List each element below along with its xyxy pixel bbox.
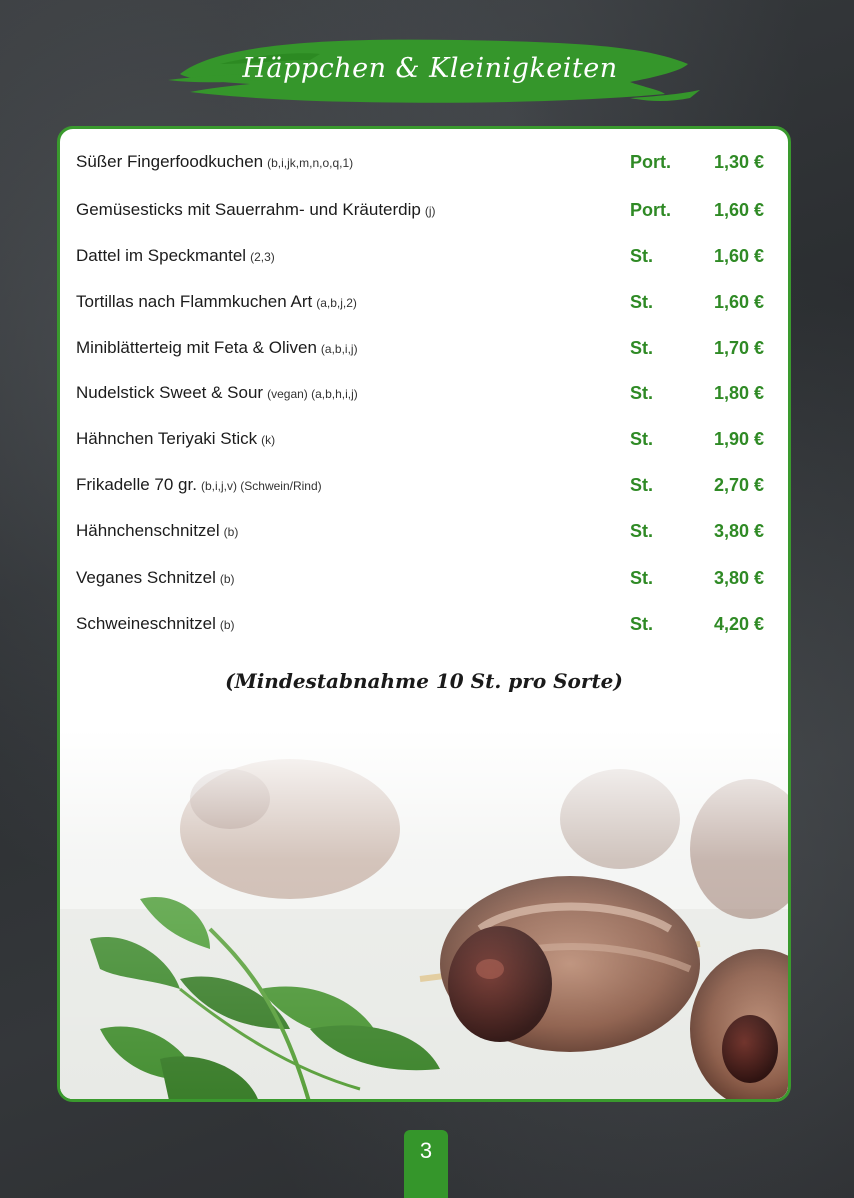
allergen-codes: (b) bbox=[219, 618, 235, 632]
menu-row bbox=[60, 333, 788, 363]
allergen-codes: (a,b,j,2) bbox=[316, 296, 357, 310]
menu-row bbox=[60, 378, 788, 408]
food-photo-icon bbox=[60, 729, 791, 1102]
page-number-tab bbox=[404, 1130, 448, 1198]
item-name: Tortillas nach Flammkuchen Art (a,b,j,2) bbox=[76, 292, 357, 311]
item-name: Hähnchenschnitzel (b) bbox=[76, 521, 239, 540]
item-unit: St. bbox=[630, 614, 654, 634]
item-price: 2,70 € bbox=[713, 475, 764, 495]
item-unit: St. bbox=[630, 475, 654, 495]
menu-row bbox=[60, 609, 788, 639]
item-price: 1,90 € bbox=[713, 429, 764, 449]
minimum-order-note: (Mindestabnahme 10 St. pro Sorte) bbox=[225, 669, 623, 693]
allergen-codes: (b) bbox=[219, 572, 235, 586]
allergen-codes: (2,3) bbox=[250, 250, 275, 264]
menu-row bbox=[60, 241, 788, 271]
item-price: 3,80 € bbox=[713, 521, 764, 541]
menu-card bbox=[57, 126, 791, 1102]
menu-row bbox=[60, 516, 788, 546]
item-unit: St. bbox=[630, 383, 654, 403]
item-name: Süßer Fingerfoodkuchen (b,i,jk,m,n,o,q,1) bbox=[76, 152, 354, 171]
menu-row bbox=[60, 147, 788, 177]
menu-row bbox=[60, 563, 788, 593]
allergen-codes: (a,b,i,j) bbox=[320, 342, 358, 356]
menu-row bbox=[60, 470, 788, 500]
item-price: 1,80 € bbox=[713, 383, 764, 403]
item-name: Frikadelle 70 gr. (b,i,j,v) (Schwein/Rind) bbox=[76, 475, 322, 494]
page-title: Häppchen & Kleinigkeiten bbox=[242, 52, 618, 84]
item-unit: St. bbox=[630, 292, 654, 312]
item-name: Gemüsesticks mit Sauerrahm- und Kräuterdip (j) bbox=[76, 200, 436, 219]
item-price: 1,70 € bbox=[713, 338, 764, 358]
item-price: 4,20 € bbox=[713, 614, 764, 634]
menu-row bbox=[60, 424, 788, 454]
allergen-codes: (k) bbox=[261, 433, 276, 447]
item-name: Miniblätterteig mit Feta & Oliven (a,b,i,j) bbox=[76, 338, 358, 357]
item-name: Hähnchen Teriyaki Stick (k) bbox=[76, 429, 276, 448]
allergen-codes: (j) bbox=[424, 204, 436, 218]
allergen-codes: (vegan) (a,b,h,i,j) bbox=[267, 387, 358, 401]
allergen-codes: (b,i,jk,m,n,o,q,1) bbox=[267, 156, 354, 170]
item-name: Dattel im Speckmantel (2,3) bbox=[76, 246, 275, 265]
item-unit: Port. bbox=[630, 200, 672, 220]
menu-row bbox=[60, 287, 788, 317]
item-price: 1,60 € bbox=[713, 292, 764, 312]
title-banner bbox=[160, 24, 700, 112]
allergen-codes: (b,i,j,v) (Schwein/Rind) bbox=[200, 479, 322, 493]
item-name: Schweineschnitzel (b) bbox=[76, 614, 235, 633]
item-name: Veganes Schnitzel (b) bbox=[76, 568, 235, 587]
item-price: 1,60 € bbox=[713, 200, 764, 220]
item-name: Nudelstick Sweet & Sour (vegan) (a,b,h,i,j) bbox=[76, 383, 358, 402]
allergen-codes: (b) bbox=[223, 525, 239, 539]
menu-row bbox=[60, 195, 788, 225]
item-unit: St. bbox=[630, 568, 654, 588]
item-unit: St. bbox=[630, 429, 654, 449]
item-price: 1,30 € bbox=[713, 152, 764, 172]
item-price: 3,80 € bbox=[713, 568, 764, 588]
page-number: 3 bbox=[419, 1138, 433, 1163]
item-unit: St. bbox=[630, 521, 654, 541]
item-unit: St. bbox=[630, 246, 654, 266]
item-price: 1,60 € bbox=[713, 246, 764, 266]
item-unit: Port. bbox=[630, 152, 672, 172]
item-unit: St. bbox=[630, 338, 654, 358]
